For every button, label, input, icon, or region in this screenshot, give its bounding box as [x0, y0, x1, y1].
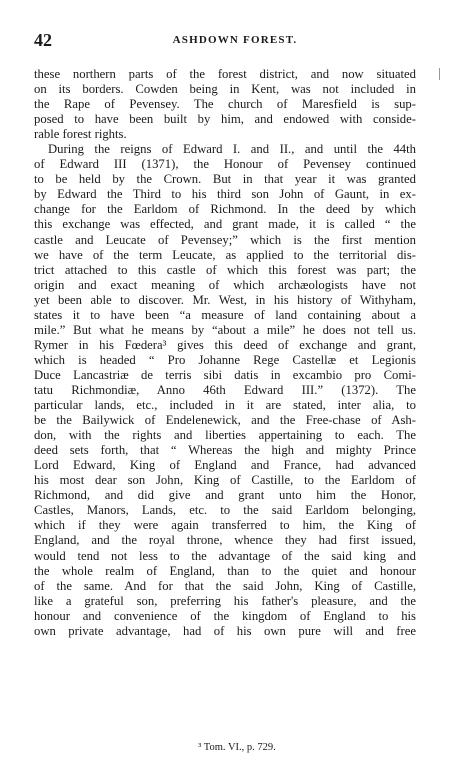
text-line: these northern parts of the forest district, and now situated [34, 67, 416, 81]
text-line: yet been able to discover. Mr. West, in his history of Withyham, [34, 292, 416, 307]
margin-mark [439, 68, 440, 80]
text-line: honour and convenience of the kingdom of England to his [34, 608, 416, 623]
text-line: of the same. And for that the said John, King of Castille, [34, 578, 416, 593]
text-line: this exchange was effected, and grant made, it is called “ the [34, 217, 416, 232]
text-line: on its borders. Cowden being in Kent, was not included in [34, 82, 416, 97]
text-line: England, and the royal throne, whence they had first issued, [34, 533, 416, 548]
text-line: Lord Edward, King of England and France, had advanced [34, 458, 416, 473]
text-line: rable forest rights. [34, 127, 127, 142]
text-line: deed sets forth, that “ Whereas the high and mighty Prince [34, 443, 416, 458]
text-line: particular lands, etc., included in it are stated, inter alia, to [34, 398, 416, 413]
text-line: which is headed “ Pro Johanne Rege Castellæ et Legionis [34, 352, 416, 367]
text-line: Duce Lancastriæ de terris sibi datis in excambio pro Comi- [34, 367, 416, 382]
text-line: we have of the term Leucate, as applied to the territorial dis- [34, 247, 416, 262]
text-line: posed to have been built by him, and endowed with conside- [34, 112, 416, 127]
text-line: be the Bailywick of Endelenewick, and the Free-chase of Ash- [34, 413, 416, 428]
text-line: tatu Richmondiæ, Anno 46th Edward III.” (1372). The [34, 382, 416, 397]
text-line: of Edward III (1371), the Honour of Pevensey continued [34, 157, 416, 172]
running-title: ASHDOWN FOREST. [172, 34, 298, 46]
text-line: trict attached to this castle of which this forest was part; the [34, 262, 416, 277]
body-text [34, 67, 416, 639]
text-line: to be held by the Crown. But in that year it was granted [34, 172, 416, 187]
text-line: which if they were again transferred to him, the King of [34, 518, 416, 533]
text-line: own private advantage, had of his own pure will and free [34, 623, 416, 638]
text-line: like a grateful son, preferring his father's pleasure, and the [34, 593, 416, 608]
text-line: Richmond, and did give and grant unto him the Honor, [34, 488, 416, 503]
text-line: Castles, Manors, Lands, etc. to the said Earldom belonging, [34, 503, 416, 518]
text-line: don, with the rights and liberties appertaining to each. The [34, 428, 416, 443]
text-line: the Rape of Pevensey. The church of Maresfield is sup- [34, 97, 416, 112]
text-line: castle and Leucate of Pevensey;” which is the first mention [34, 232, 416, 247]
text-line: mile.” But what he means by “about a mile” he does not tell us. [34, 322, 416, 337]
page-number: 42 [34, 30, 52, 50]
text-line: change for the Earldom of Richmond. In the deed by which [34, 202, 416, 217]
text-line: During the reigns of Edward I. and II., and until the 44th [48, 142, 416, 157]
text-line: would tend not less to the advantage of the said king and [34, 548, 416, 563]
text-line: states it to have been “a measure of land containing about a [34, 307, 416, 322]
text-line: by Edward the Third to his third son John of Gaunt, in ex- [34, 187, 416, 202]
text-line: the whole realm of England, than to the quiet and honour [34, 563, 416, 578]
text-line: Rymer in his Fœdera³ gives this deed of exchange and grant, [34, 337, 416, 352]
text-line: his most dear son John, King of Castille, to the Earldom of [34, 473, 416, 488]
page-header [34, 30, 416, 54]
footnote: ³ Tom. VI., p. 729. [198, 742, 276, 753]
text-line: origin and exact meaning of which archæologists have not [34, 277, 416, 292]
